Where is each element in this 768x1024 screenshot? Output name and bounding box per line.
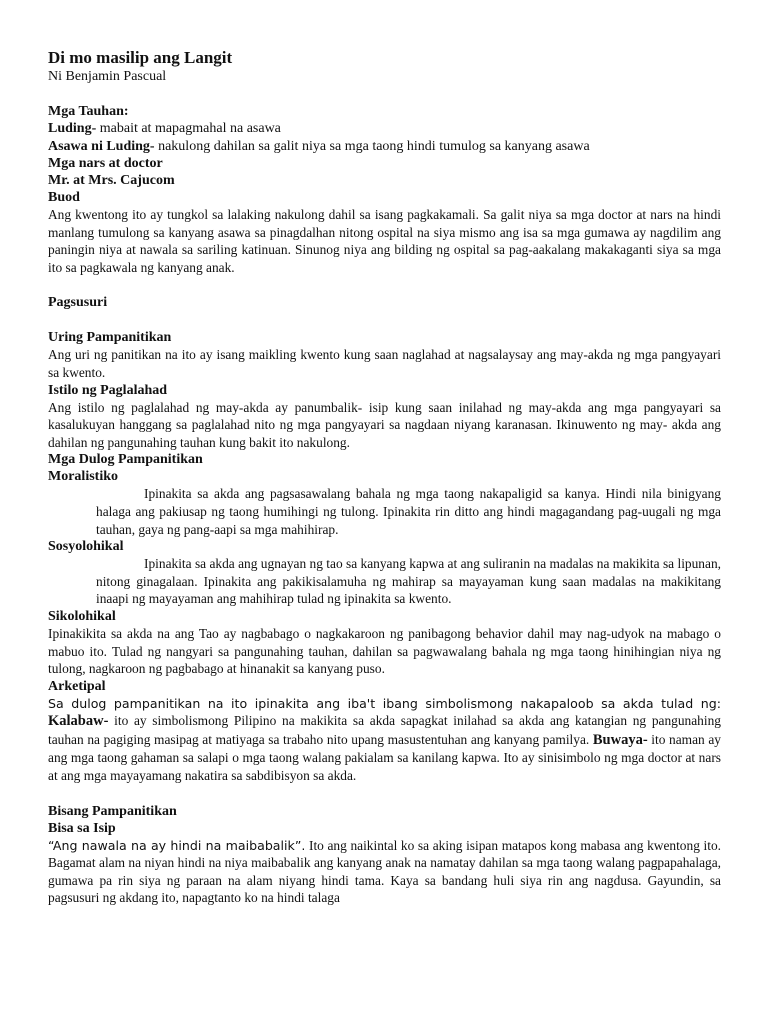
buod-text: Ang kwentong ito ay tungkol sa lalaking nakulong dahil sa isang pagkakamali. Sa galit niya sa mga doctor at nars na hindi manlang tumulong sa kanyang asawa sa pinagdalhan nitong ospital na siya mismo ang isa sa mga gumawa ay nagdilim ang paningin niya at nawala sa sariling katinuan. Sinunog niya ang bilding ng ospital sa pag-aakalang makakaganti siya sa mga ito sa pagkawala ng kanyang anak.	[48, 207, 721, 275]
tauhan-luding	[48, 120, 721, 138]
arketipal-text	[48, 695, 721, 785]
moralistiko-heading: Moralistiko	[48, 469, 118, 485]
uring-heading: Uring Pampanitikan	[48, 330, 172, 346]
luding-desc: mabait at mapagmahal na asawa	[96, 121, 281, 136]
asawa-name: Asawa ni Luding-	[48, 138, 155, 154]
document-author: Ni Benjamin Pascual	[48, 69, 167, 84]
document-title: Di mo masilip ang Langit	[48, 48, 233, 67]
arketipal-heading: Arketipal	[48, 678, 106, 694]
uring-text: Ang uri ng panitikan na ito ay isang maikling kwento kung saan naglahad at nagsalaysay ang may-akda ng mga pangyayari sa kwento.	[48, 347, 721, 380]
tauhan-cajucom: Mr. at Mrs. Cajucom	[48, 173, 175, 188]
tauhan-heading: Mga Tauhan:	[48, 104, 129, 119]
tauhan-asawa	[48, 138, 721, 156]
tauhan-nars: Mga nars at doctor	[48, 156, 163, 171]
sikolohikal-heading: Sikolohikal	[48, 608, 116, 624]
istilo-text: Ang istilo ng paglalahad ng may-akda ay panumbalik- isip kung saan inilahad ng may-akda ang mga pangyayari sa kasalukuyan hanggang sa paglalahad nito ng mga pangyayari sa nagdaan niyang karanasan. Ikinuwento ng may- akda ang dahilan ng pangunahing tauhan kung bakit ito nakulong.	[48, 399, 721, 450]
kalabaw-label: Kalabaw-	[48, 713, 109, 730]
istilo-heading: Istilo ng Paglalahad	[48, 382, 168, 398]
bisaisip-text	[48, 837, 721, 907]
moralistiko-text: Ipinakita sa akda ang pagsasawalang bahala ng mga taong nakapaligid sa kanya. Hindi nila binigyang halaga ang pakiusap ng taong humihingi ng tulong. Ipinakita rin ditto ang hindi magagandang pag-uugali ng mga tauhan, gaya ng pang-aapi sa mga mahihirap.	[96, 486, 721, 537]
asawa-desc: nakulong dahilan sa galit niya sa mga taong hindi tumulog sa kanyang asawa	[154, 138, 590, 154]
buwaya-text: ito naman ay ang mga taong gahaman sa salapi o mga taong walang pakialam sa kanilang kapwa. Ito ay sinisimbolo ng mga doctor at nars at ang mga mayayamang nakatira sa sabdibisyon sa akda.	[48, 731, 721, 784]
pagsusuri-heading: Pagsusuri	[48, 295, 108, 311]
buwaya-label: Buwaya-	[592, 731, 648, 748]
bisaisip-heading: Bisa sa Isip	[48, 820, 116, 836]
sosyolohikal-heading: Sosyolohikal	[48, 539, 124, 555]
arketipal-intro: Sa dulog pampanitikan na ito ipinakita ang iba't ibang simbolismong nakapaloob sa akda tulad ng:	[48, 695, 721, 711]
dulog-heading: Mga Dulog Pampanitikan	[48, 452, 203, 468]
kalabaw-text: ito ay simbolismong Pilipino na makikita sa akda sapagkat inilahad sa akda ang katangian ng pangunahing tauhan na pagiging masipag at matiyaga sa trabaho nito upang masustentuhan ang kanyang pamilya.	[48, 713, 721, 747]
bisang-heading: Bisang Pampanitikan	[48, 803, 177, 819]
sikolohikal-text: Ipinakikita sa akda na ang Tao ay nagbabago o nagkakaroon ng panibagong behavior dahil may nag-udyok na mabago o mabuo ito. Tulad ng nangyari sa pangunahing tauhan, dahilan sa pagwawalang bahala ng mga taong hinihingian niya ng tulong, nagkaroon ng pagbabago at hinanakit sa kanyang puso.	[48, 625, 721, 677]
buod-heading: Buod	[48, 190, 80, 205]
bisaisip-quote: “Ang nawala na ay hindi na maibabalik”.	[48, 837, 306, 853]
bisaisip-body: Ito ang naikintal ko sa aking isipan matapos kong mabasa ang kwentong ito. Bagamat alam na niyan hindi na niya maibabalik ang kanyang anak na namatay dahilan sa mga taong walang pagpapahalaga, gumawa pa rin siya ng paraan na alam niyang hindi tama. Kaya sa bandang huli siya rin ang nagdusa. Gayundin, sa pagsusuri ng akdang ito, napagtanto ko na hindi talaga	[48, 837, 721, 906]
sosyolohikal-text: Ipinakita sa akda ang ugnayan ng tao sa kanyang kapwa at ang suliranin na madalas na makikita sa lipunan, nitong ginagalaan. Ipinakita ang pakikisalamuha ng mahirap sa mayayaman kung saan madalas na makikitang inaapi ng mayayaman ang mahihirap tulad ng ipinakita sa kwento.	[96, 556, 721, 607]
luding-name: Luding-	[48, 121, 97, 136]
